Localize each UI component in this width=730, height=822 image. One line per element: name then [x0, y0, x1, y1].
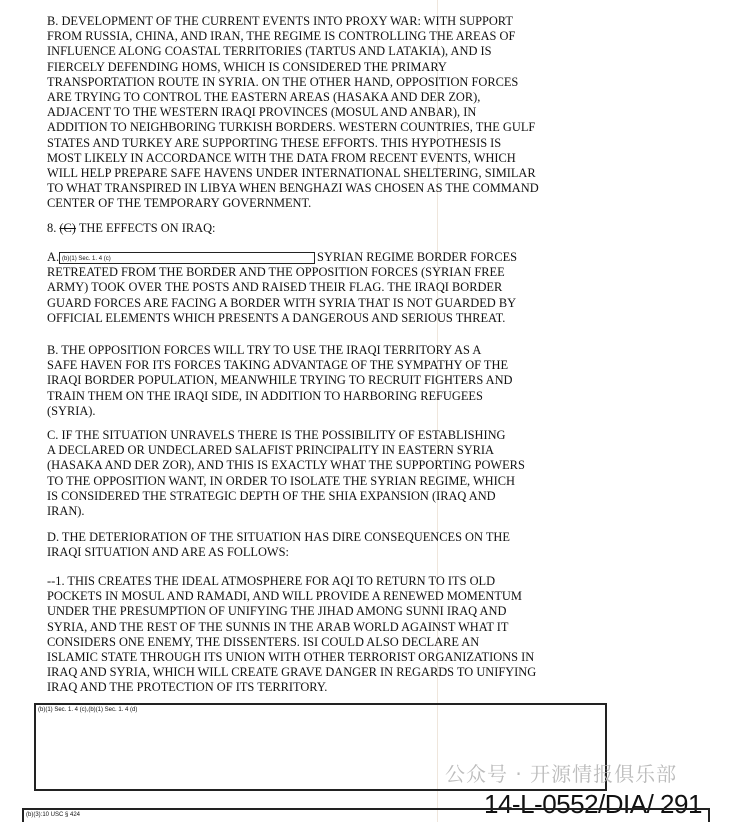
text-line: A DECLARED OR UNDECLARED SALAFIST PRINCIPALITY IN EASTERN SYRIA [47, 443, 495, 458]
text-line: UNDER THE PRESUMPTION OF UNIFYING THE JIHAD AMONG SUNNI IRAQ AND [47, 604, 507, 619]
paragraph-a [47, 250, 607, 325]
text-line: B. DEVELOPMENT OF THE CURRENT EVENTS INTO PROXY WAR: WITH SUPPORT [47, 14, 513, 28]
classification-marking: (C) [59, 221, 76, 235]
text-line: INFLUENCE ALONG COASTAL TERRITORIES (TARTUS AND LATAKIA), AND IS [47, 44, 492, 59]
document-number: 14-L-0552/DIA/ 291 [484, 789, 702, 819]
paragraph-b-development-proxy-war [47, 14, 607, 211]
text-line: GUARD FORCES ARE FACING A BORDER WITH SYRIA THAT IS NOT GUARDED BY [47, 295, 517, 310]
paragraph-a-first-line: SYRIAN REGIME BORDER FORCES [317, 250, 518, 264]
text-line: SAFE HAVEN FOR ITS FORCES TAKING ADVANTAGE OF THE SYMPATHY OF THE [47, 358, 509, 373]
text-line: TRAIN THEM ON THE IRAQI SIDE, IN ADDITION TO HARBORING REFUGEES [47, 388, 483, 403]
paragraph-prefix: A. [47, 250, 60, 264]
text-line: FIERCELY DEFENDING HOMS, WHICH IS CONSIDERED THE PRIMARY [47, 59, 447, 74]
redaction-box-2 [22, 808, 710, 822]
text-line: TO THE OPPOSITION WANT, IN ORDER TO ISOLATE THE SYRIAN REGIME, WHICH [47, 473, 515, 488]
text-line: RETREATED FROM THE BORDER AND THE OPPOSITION FORCES (SYRIAN FREE [47, 265, 505, 280]
text-line: ARE TRYING TO CONTROL THE EASTERN AREAS (HASAKA AND DER ZOR), [47, 89, 481, 104]
text-line: B. THE OPPOSITION FORCES WILL TRY TO USE THE IRAQI TERRITORY AS A [47, 343, 482, 357]
text-line: SYRIA, AND THE REST OF THE SUNNIS IN THE ARAB WORLD AGAINST WHAT IT [47, 619, 509, 634]
text-line: WILL HELP PREPARE SAFE HAVENS UNDER INTERNATIONAL SHELTERING, SIMILAR [47, 165, 536, 180]
text-line: IRAQI SITUATION AND ARE AS FOLLOWS: [47, 545, 289, 560]
paragraph-d1-aqi [47, 574, 607, 696]
text-line: IS CONSIDERED THE STRATEGIC DEPTH OF THE SHIA EXPANSION (IRAQ AND [47, 488, 496, 503]
text-line: OFFICIAL ELEMENTS WHICH PRESENTS A DANGEROUS AND SERIOUS THREAT. [47, 310, 506, 325]
text-line: TRANSPORTATION ROUTE IN SYRIA. ON THE OTHER HAND, OPPOSITION FORCES [47, 74, 519, 89]
paragraph-d-deterioration [47, 530, 607, 560]
text-line: C. IF THE SITUATION UNRAVELS THERE IS THE POSSIBILITY OF ESTABLISHING [47, 428, 506, 442]
text-line: MOST LIKELY IN ACCORDANCE WITH THE DATA FROM RECENT EVENTS, WHICH [47, 150, 516, 165]
text-line: IRAQ AND THE PROTECTION OF ITS TERRITORY. [47, 680, 328, 695]
text-line: POCKETS IN MOSUL AND RAMADI, AND WILL PROVIDE A RENEWED MOMENTUM [47, 589, 522, 604]
text-line: IRAQ AND SYRIA, WHICH WILL CREATE GRAVE DANGER IN REGARDS TO UNIFYING [47, 665, 537, 680]
redaction-label: (b)(3):10 USC § 424 [26, 812, 81, 818]
redaction-box-inline: (b)(1) Sec. 1. 4 (c) [59, 252, 315, 264]
text-line: D. THE DETERIORATION OF THE SITUATION HAS DIRE CONSEQUENCES ON THE [47, 530, 510, 544]
text-line: ADDITION TO NEIGHBORING TURKISH BORDERS. WESTERN COUNTRIES, THE GULF [47, 120, 536, 135]
section-title: THE EFFECTS ON IRAQ: [78, 221, 216, 235]
section-number: 8. [47, 221, 57, 235]
text-line: IRAN). [47, 503, 85, 518]
redaction-label: (b)(1) Sec. 1. 4 (c),(b)(1) Sec. 1. 4 (d) [38, 707, 138, 713]
text-line: CONSIDERS ONE ENEMY, THE DISSENTERS. ISI COULD ALSO DECLARE AN [47, 634, 480, 649]
text-line: CENTER OF THE TEMPORARY GOVERNMENT. [47, 196, 312, 211]
text-line: (SYRIA). [47, 403, 96, 418]
paragraph-b-opposition [47, 343, 607, 419]
watermark: 公众号 · 开源情报俱乐部 [445, 762, 678, 786]
text-line: TO WHAT TRANSPIRED IN LIBYA WHEN BENGHAZI WAS CHOSEN AS THE COMMAND [47, 181, 539, 196]
text-line: IRAQI BORDER POPULATION, MEANWHILE TRYING TO RECRUIT FIGHTERS AND [47, 373, 513, 388]
text-line: (HASAKA AND DER ZOR), AND THIS IS EXACTLY WHAT THE SUPPORTING POWERS [47, 458, 525, 473]
text-line: STATES AND TURKEY ARE SUPPORTING THESE EFFORTS. THIS HYPOTHESIS IS [47, 135, 502, 150]
text-line: FROM RUSSIA, CHINA, AND IRAN, THE REGIME IS CONTROLLING THE AREAS OF [47, 29, 516, 44]
section-8-heading [47, 221, 607, 236]
text-line: ARMY) TOOK OVER THE POSTS AND RAISED THEIR FLAG. THE IRAQI BORDER [47, 280, 503, 295]
text-line: ISLAMIC STATE THROUGH ITS UNION WITH OTHER TERRORIST ORGANIZATIONS IN [47, 649, 535, 664]
paragraph-c-salafist [47, 428, 607, 519]
text-line: ADJACENT TO THE WESTERN IRAQI PROVINCES (MOSUL AND ANBAR), IN [47, 105, 477, 120]
text-line: --1. THIS CREATES THE IDEAL ATMOSPHERE FOR AQI TO RETURN TO ITS OLD [47, 574, 496, 588]
